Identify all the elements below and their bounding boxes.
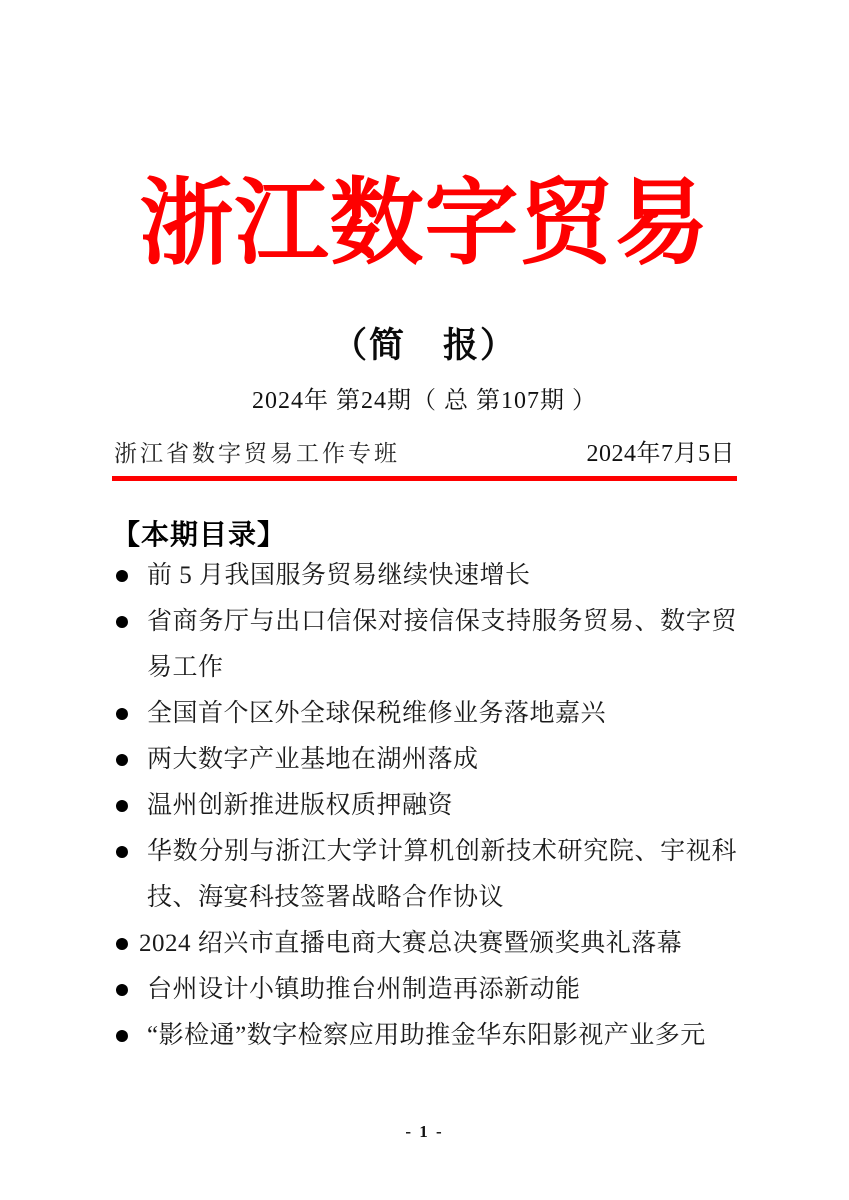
bullet-icon <box>116 846 128 858</box>
bullet-icon <box>116 708 128 720</box>
toc-item-text: 全国首个区外全球保税维修业务落地嘉兴 <box>147 700 607 727</box>
toc-item-text: 2024 绍兴市直播电商大赛总决赛暨颁奖典礼落幕 <box>139 930 683 957</box>
toc-item <box>112 691 737 737</box>
toc-item-text: 台州设计小镇助推台州制造再添新动能 <box>147 976 581 1003</box>
bullet-icon <box>116 984 128 996</box>
publisher-name: 浙江省数字贸易工作专班 <box>114 441 400 466</box>
toc-item-text: 省商务厅与出口信保对接信保支持服务贸易、数字贸易工作 <box>147 608 737 681</box>
toc-item-text: 前 5 月我国服务贸易继续快速增长 <box>147 562 531 589</box>
toc-item-text: “影检通”数字检察应用助推金华东阳影视产业多元 <box>147 1022 706 1049</box>
issue-date: 2024年7月5日 <box>586 441 735 467</box>
document-subtitle: （简 报） <box>331 326 517 365</box>
toc-list <box>112 553 737 1059</box>
toc-item <box>112 829 737 921</box>
masthead-row <box>114 433 735 468</box>
toc-item <box>112 553 737 599</box>
toc-heading: 【本期目录】 <box>112 519 287 550</box>
bullet-icon <box>116 570 128 582</box>
toc-item <box>112 921 737 967</box>
bullet-icon <box>116 938 128 950</box>
page-content <box>112 0 737 1200</box>
toc-item <box>112 967 737 1013</box>
toc-item-text: 华数分别与浙江大学计算机创新技术研究院、宇视科技、海宴科技签署战略合作协议 <box>147 838 737 911</box>
issue-line: 2024年 第24期（ 总 第107期 ） <box>252 388 597 414</box>
toc-item <box>112 737 737 783</box>
bullet-icon <box>116 616 128 628</box>
toc-item <box>112 599 737 691</box>
toc-item <box>112 783 737 829</box>
red-divider-rule <box>112 476 737 481</box>
toc-item <box>112 1013 737 1059</box>
bullet-icon <box>116 1030 128 1042</box>
page-number: - 1 - <box>405 1122 444 1141</box>
bullet-icon <box>116 800 128 812</box>
document-title: 浙江数字贸易 <box>139 172 710 276</box>
toc-item-text: 两大数字产业基地在湖州落成 <box>147 746 479 773</box>
bullet-icon <box>116 754 128 766</box>
toc-item-text: 温州创新推进版权质押融资 <box>147 792 454 819</box>
